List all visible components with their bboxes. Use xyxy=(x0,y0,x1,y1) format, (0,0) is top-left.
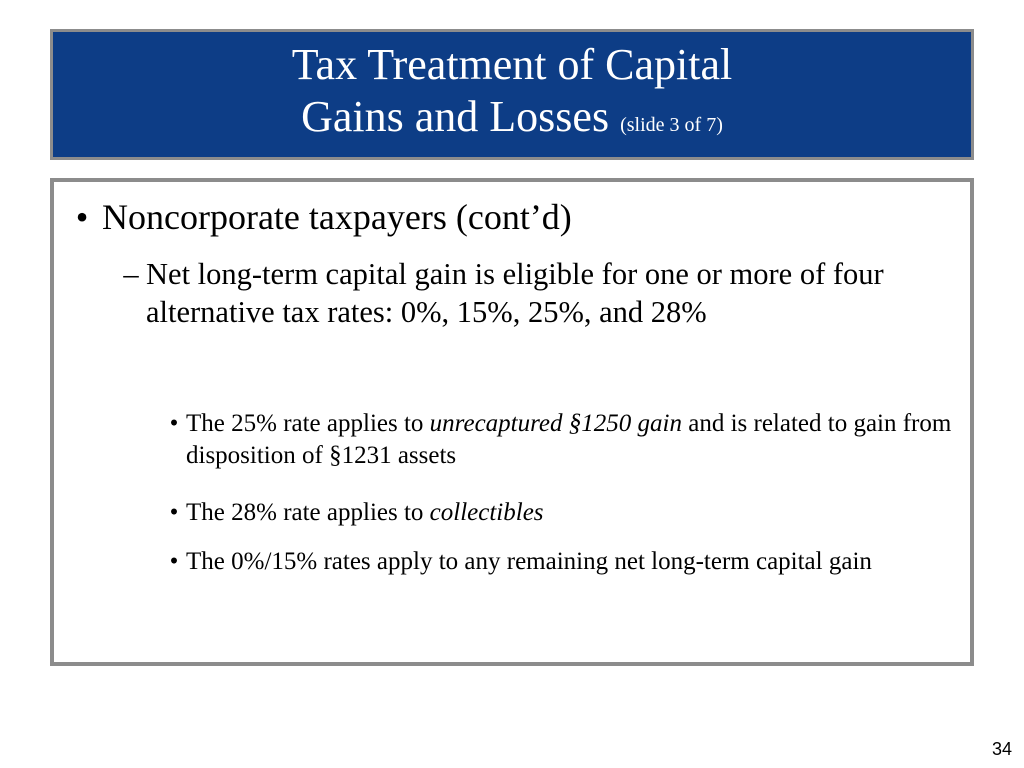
page-number: 34 xyxy=(991,739,1012,759)
sub-sub-bullet-text xyxy=(186,408,962,472)
emphasis-collectibles: collectibles xyxy=(429,499,544,526)
slide-title-box xyxy=(50,29,974,160)
sub-bullet-net-long-term-gain xyxy=(116,255,956,331)
slide-counter: (slide 3 of 7) xyxy=(620,113,723,136)
bullet-marker: • xyxy=(75,197,89,237)
sub-sub-bullet-text xyxy=(186,497,962,529)
text-suffix: and is related to gain from disposition of §1231 assets xyxy=(186,410,952,469)
bullet-marker: • xyxy=(169,499,179,526)
slide-title-line-1: Tax Treatment of Capital xyxy=(291,39,733,89)
text-prefix: The 28% rate applies to xyxy=(186,499,430,526)
slide-content-box xyxy=(50,178,974,666)
slide-title-line-2 xyxy=(301,91,723,151)
bullet-marker: • xyxy=(169,548,179,575)
sub-sub-bullet-25-rate xyxy=(162,408,962,472)
emphasis-unrecaptured-gain: unrecaptured §1250 gain xyxy=(429,410,682,437)
bullet-noncorporate-taxpayers xyxy=(62,194,572,240)
slide-title-text: Gains and Losses xyxy=(301,91,610,141)
text-prefix: The 25% rate applies to xyxy=(186,410,430,437)
sub-sub-bullet-28-rate xyxy=(162,497,962,529)
sub-sub-bullet-0-15-rates xyxy=(162,546,962,578)
dash-marker: – xyxy=(123,257,139,291)
bullet-marker: • xyxy=(169,410,179,437)
bullet-text: Noncorporate taxpayers (cont’d) xyxy=(102,197,572,237)
sub-sub-bullet-text xyxy=(186,546,962,578)
text-prefix: The 0%/15% rates apply to any remaining net long-term capital gain xyxy=(186,548,872,575)
sub-bullet-text: Net long-term capital gain is eligible for one or more of four alternative tax rates: 0%, 15%, 25%, and 28% xyxy=(146,257,884,329)
